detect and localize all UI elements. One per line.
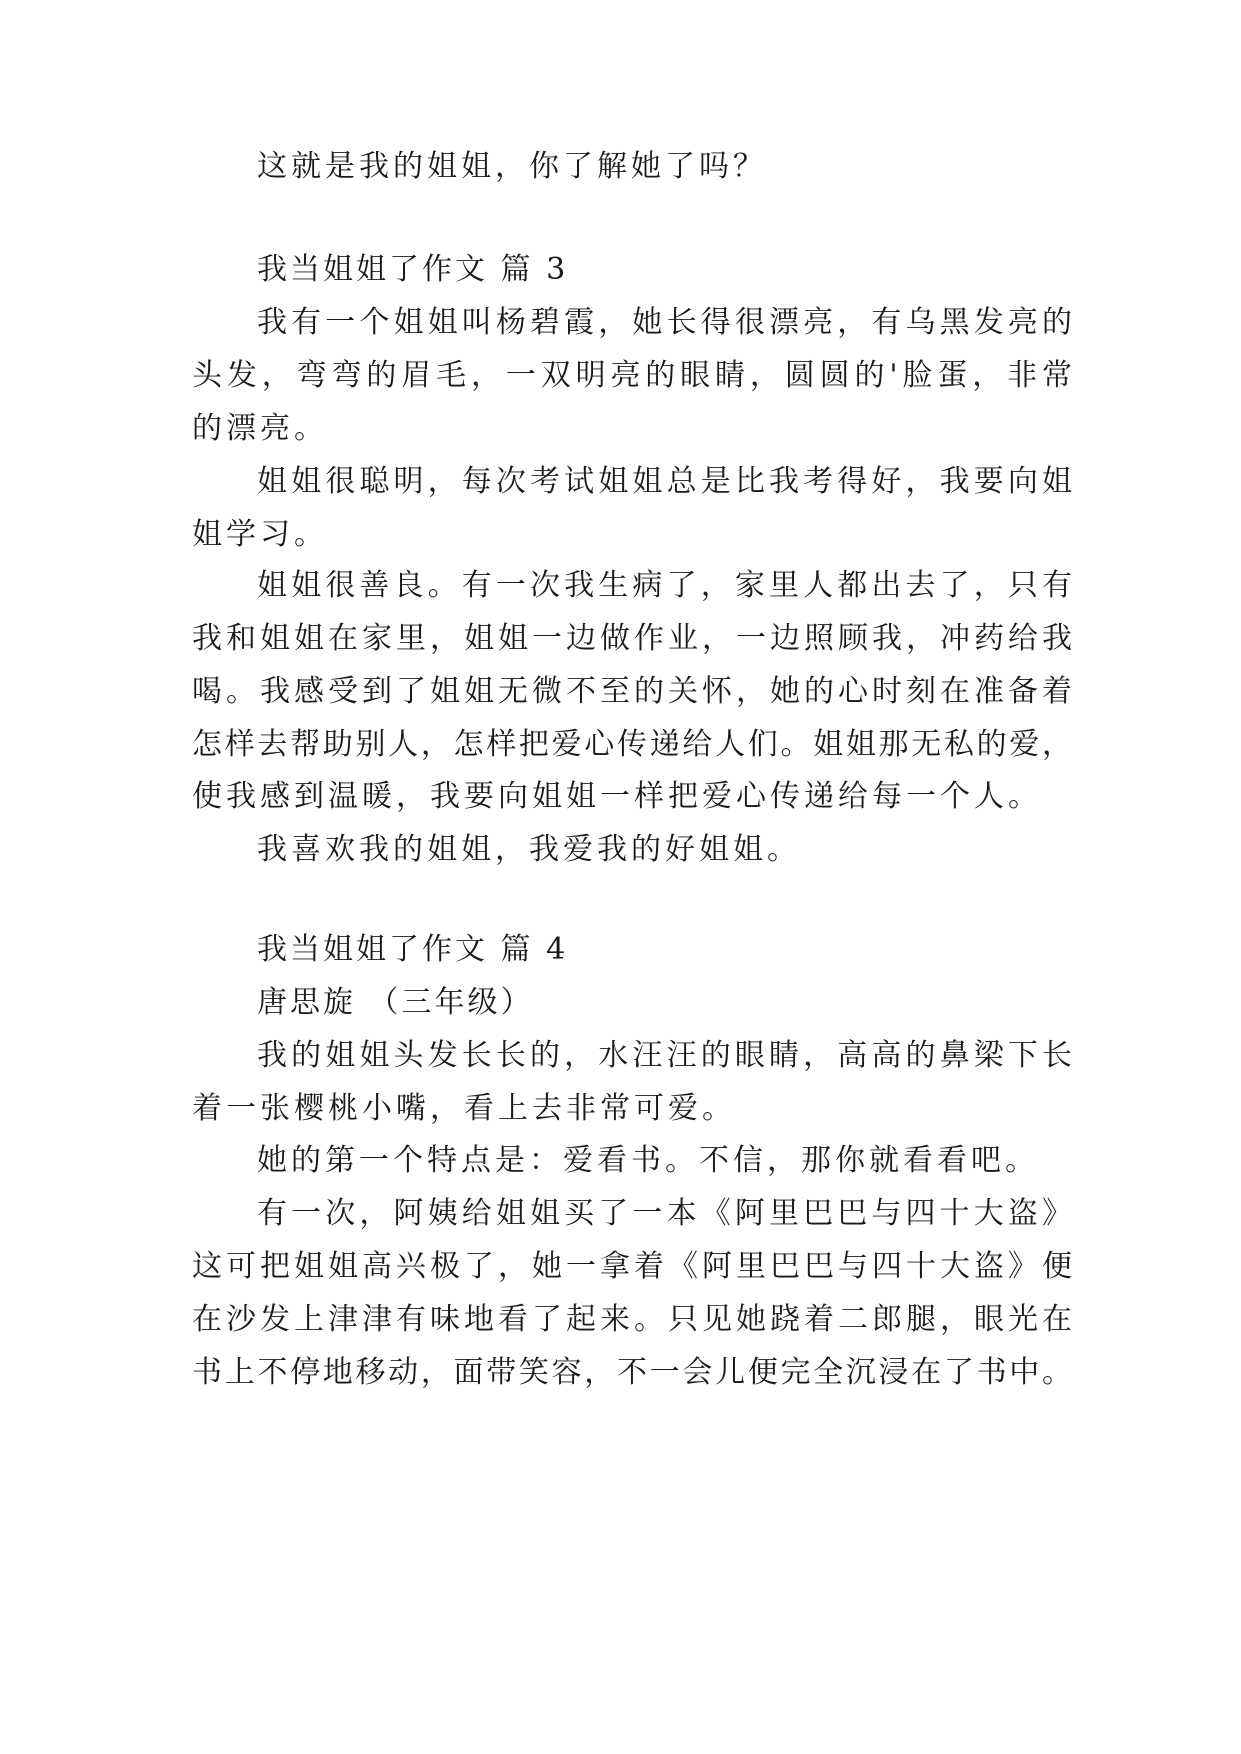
text-line: 姐学习。 — [192, 517, 328, 552]
text-line: 我喜欢我的姐姐，我爱我的好姐姐。 — [257, 832, 801, 867]
section-heading-3: 我当姐姐了作文 篇 3 — [257, 252, 569, 287]
text-line: 我和姐姐在家里，姐姐一边做作业，一边照顾我，冲药给我 — [192, 621, 1072, 656]
text-line: 着一张樱桃小嘴，看上去非常可爱。 — [192, 1091, 736, 1126]
text-line: 我的姐姐头发长长的，水汪汪的眼睛，高高的鼻梁下长 — [257, 1038, 1072, 1073]
text-line: 喝。我感受到了姐姐无微不至的关怀，她的心时刻在准备着 — [192, 674, 1072, 709]
text-line: 她的第一个特点是：爱看书。不信，那你就看看吧。 — [257, 1143, 1039, 1178]
text-line: 我有一个姐姐叫杨碧霞，她长得很漂亮，有乌黑发亮的 — [257, 305, 1072, 340]
text-line: 在沙发上津津有味地看了起来。只见她跷着二郎腿，眼光在 — [192, 1302, 1072, 1337]
text-line: 怎样去帮助别人，怎样把爱心传递给人们。姐姐那无私的爱， — [192, 727, 1072, 762]
text-line: 这可把姐姐高兴极了，她一拿着《阿里巴巴与四十大盗》便 — [192, 1249, 1072, 1284]
author-line: 唐思旋 （三年级） — [257, 985, 534, 1020]
text-line: 姐姐很善良。有一次我生病了，家里人都出去了，只有 — [257, 568, 1072, 603]
section-heading-4: 我当姐姐了作文 篇 4 — [257, 932, 569, 967]
text-line: 姐姐很聪明，每次考试姐姐总是比我考得好，我要向姐 — [257, 464, 1072, 499]
text-line: 书上不停地移动，面带笑容，不一会儿便完全沉浸在了书中。 — [192, 1355, 1072, 1390]
text-line: 有一次，阿姨给姐姐买了一本《阿里巴巴与四十大盗》 — [257, 1196, 1072, 1231]
text-line: 使我感到温暖，我要向姐姐一样把爱心传递给每一个人。 — [192, 779, 1042, 814]
text-line: 头发，弯弯的眉毛，一双明亮的眼睛，圆圆的'脸蛋，非常 — [192, 358, 1072, 393]
paragraph-closing-line: 这就是我的姐姐，你了解她了吗？ — [257, 149, 767, 184]
text-line: 的漂亮。 — [192, 411, 328, 446]
